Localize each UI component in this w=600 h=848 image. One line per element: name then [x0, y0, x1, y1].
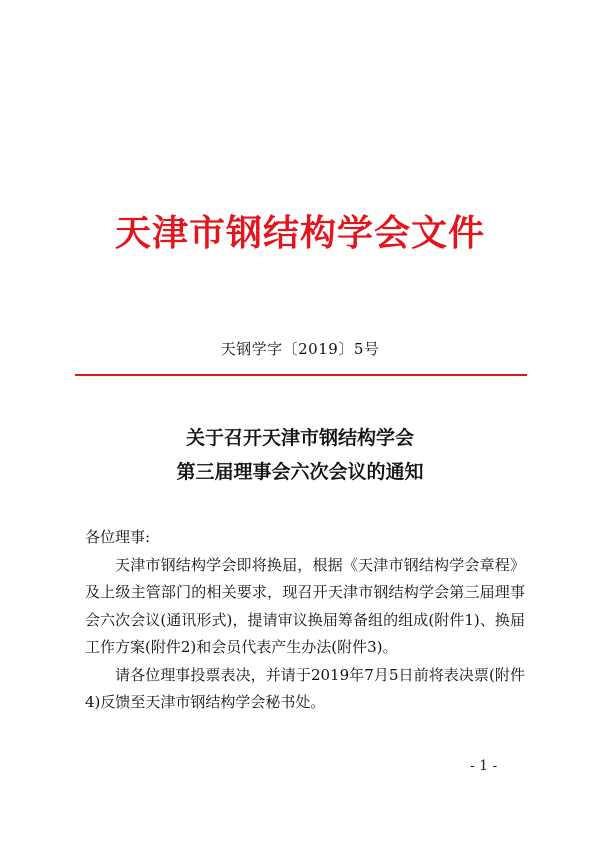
- salutation: 各位理事:: [85, 528, 151, 546]
- body-paragraph-2: 请各位理事投票表决，并请于2019年7月5日前将表决票(附件4)反馈至天津市钢结构学会秘书处。: [85, 665, 525, 711]
- body-paragraph-1: 天津市钢结构学会即将换届，根据《天津市钢结构学会章程》及上级主管部门的相关要求，现召开天津市钢结构学会第三届理事会六次会议(通讯形式)，提请审议换届筹备组的组成(附件1)、换届工作方案(附件2)和会员代表产生办法(附件3)。: [85, 555, 525, 656]
- document-subject: [0, 421, 600, 489]
- document-header-title: 天津市钢结构学会文件: [114, 212, 485, 254]
- red-divider-line: [75, 374, 527, 376]
- page-number: - 1 -: [470, 758, 498, 774]
- subject-line-2: 第三届理事会六次会议的通知: [176, 461, 424, 483]
- subject-line-1: 关于召开天津市钢结构学会: [185, 427, 414, 449]
- document-body: [85, 524, 525, 717]
- document-number: 天钢学字〔2019〕5号: [220, 340, 380, 358]
